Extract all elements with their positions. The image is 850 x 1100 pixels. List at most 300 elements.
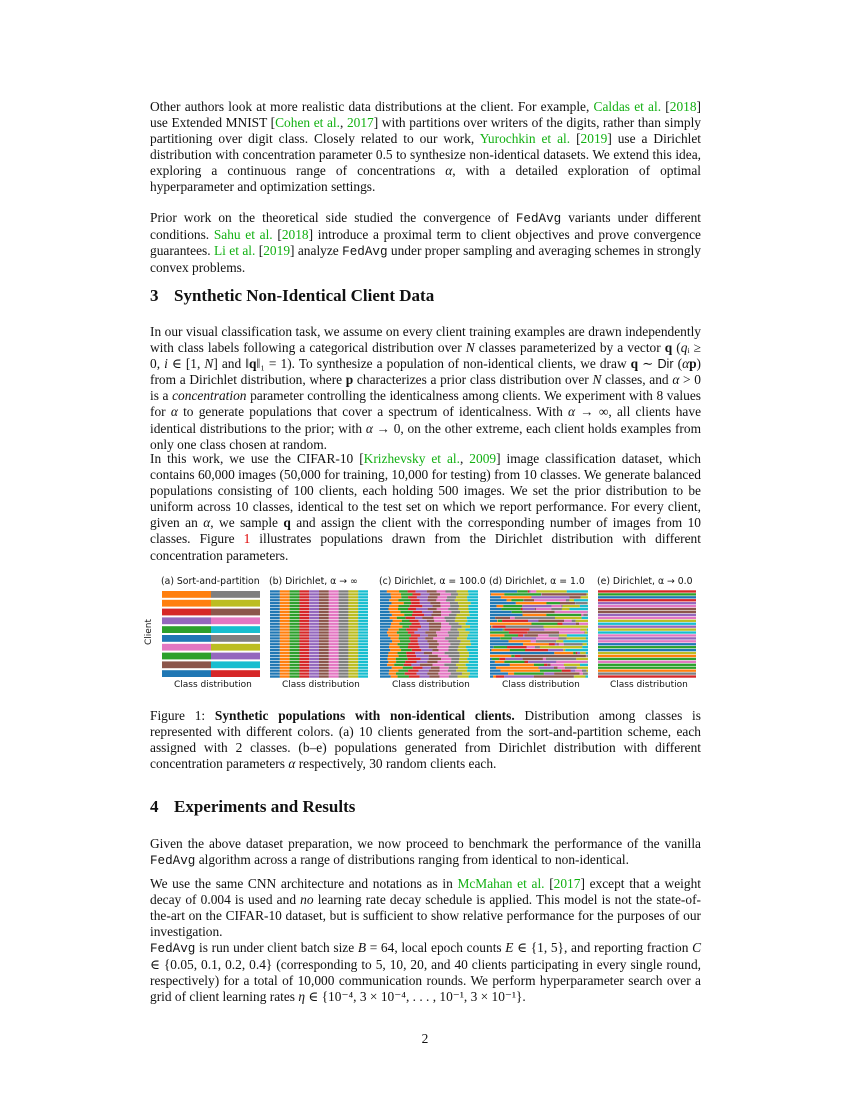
class-segment [299,649,309,651]
class-segment [280,611,290,613]
class-segment [527,646,535,648]
class-segment [339,675,349,677]
class-segment [280,602,290,604]
text: ] analyze [290,243,343,259]
class-segment [299,596,309,598]
class-segment [339,626,349,628]
class-segment [507,599,512,601]
class-segment [437,590,446,592]
class-segment [408,670,418,672]
class-segment [319,614,329,616]
class-segment [459,658,467,660]
class-segment [507,646,526,648]
citation-link[interactable]: 2018 [281,227,309,243]
class-segment [389,670,398,672]
class-segment [270,617,280,619]
text: variants under different conditions. [150,210,701,243]
code-text: FedAvg [150,854,196,869]
class-segment [348,608,358,610]
class-segment [467,670,478,672]
class-segment [598,661,696,663]
class-segment [543,658,546,660]
math-op: Dir [657,357,674,372]
text: We use the same CNN architecture and notations as in [150,876,458,891]
class-segment [438,661,452,663]
panel-title: (e) Dirichlet, α → 0.0 [597,576,693,587]
class-segment [348,599,358,601]
class-segment [559,631,584,633]
class-segment [380,623,391,625]
class-segment [451,626,462,628]
class-segment [469,611,478,613]
class-segment [290,626,300,628]
class-segment [299,667,309,669]
class-segment [415,652,424,654]
class-segment [468,667,478,669]
class-segment [339,617,349,619]
class-segment [469,608,478,610]
class-segment [162,626,211,633]
class-segment [585,631,588,633]
code-text: FedAvg [342,245,388,260]
class-segment [427,672,438,674]
class-segment [517,590,527,592]
class-segment [524,599,534,601]
class-segment [290,652,300,654]
class-segment [329,649,339,651]
math: α [682,356,690,372]
class-segment [319,670,329,672]
citation-link[interactable]: Cohen et al. [275,115,340,131]
class-segment [445,637,457,639]
code-text: FedAvg [150,942,196,956]
class-segment [459,661,469,663]
class-segment [417,672,428,674]
panel-xlabel: Class distribution [282,680,360,690]
class-segment [348,675,358,677]
class-segment [459,623,466,625]
class-segment [211,626,260,633]
class-segment [391,623,399,625]
class-segment [339,658,349,660]
class-segment [581,596,588,598]
class-segment [339,599,349,601]
class-segment [511,637,512,639]
class-segment [380,626,390,628]
panel-title: (b) Dirichlet, α → ∞ [269,576,358,587]
class-segment [430,602,440,604]
class-segment [270,675,280,677]
class-segment [348,664,358,666]
class-segment [490,649,491,651]
class-segment [397,617,406,619]
class-segment [542,593,587,595]
class-segment [339,670,349,672]
class-segment [358,649,368,651]
class-segment [309,617,319,619]
class-segment [398,599,410,601]
class-segment [493,675,496,677]
class-segment [399,590,408,592]
class-segment [319,596,329,598]
class-segment [211,644,260,651]
class-segment [438,649,448,651]
class-segment [416,655,429,657]
class-segment [339,602,349,604]
class-segment [521,608,523,610]
class-segment [528,590,530,592]
class-segment [339,664,349,666]
class-segment [501,596,532,598]
class-segment [572,620,576,622]
class-segment [358,631,368,633]
class-segment [532,596,570,598]
class-segment [490,658,492,660]
class-segment [575,602,587,604]
class-segment [339,590,349,592]
class-segment [427,590,437,592]
class-segment [523,634,525,636]
class-segment [348,652,358,654]
class-segment [401,649,412,651]
class-segment [339,652,349,654]
class-segment [398,670,408,672]
class-segment [388,634,399,636]
citation-link[interactable]: 2009 [469,451,497,466]
class-segment [270,670,280,672]
class-segment [420,675,430,677]
class-segment [399,637,409,639]
class-segment [358,667,368,669]
class-segment [329,631,339,633]
class-segment [534,599,566,601]
class-segment [329,620,339,622]
class-segment [309,631,319,633]
class-segment [270,620,280,622]
class-segment [490,623,532,625]
class-segment [586,670,588,672]
class-segment [451,661,459,663]
class-segment [319,652,329,654]
class-segment [504,634,518,636]
citation-link[interactable]: Caldas et al. [593,99,662,114]
class-segment [598,670,696,672]
class-segment [580,652,586,654]
paragraph-synthetic-data [150,324,701,453]
text: illustrates populations drawn from the Dirichlet distribution with different concentration parameters. [150,531,701,563]
math: α [568,404,576,420]
panel-plot [162,590,260,678]
class-segment [582,617,588,619]
class-segment [414,631,425,633]
class-segment [586,593,588,595]
class-segment [380,596,391,598]
class-segment [420,634,428,636]
class-segment [319,590,329,592]
citation-link[interactable]: 2018 [669,99,697,114]
class-segment [387,631,397,633]
class-segment [581,614,583,616]
class-segment [514,672,544,674]
class-segment [412,649,422,651]
class-segment [270,626,280,628]
class-segment [380,608,388,610]
class-segment [270,646,280,648]
class-segment [358,664,368,666]
class-segment [389,672,396,674]
class-segment [448,670,456,672]
class-segment [422,617,433,619]
class-segment [490,640,509,642]
citation-link[interactable]: Krizhevsky et al. [363,451,460,466]
class-segment [598,649,696,651]
class-segment [565,649,588,651]
class-segment [583,614,587,616]
class-segment [598,672,696,674]
class-segment [391,596,401,598]
class-segment [290,596,300,598]
class-segment [162,635,211,642]
class-segment [299,658,309,660]
class-segment [437,640,448,642]
class-segment [490,631,509,633]
class-segment [449,646,459,648]
class-segment [462,626,470,628]
class-segment [358,628,368,630]
class-segment [270,672,280,674]
class-segment [515,617,555,619]
class-segment [387,664,394,666]
class-segment [270,658,280,660]
class-segment [380,614,392,616]
class-segment [505,658,522,660]
citation-link[interactable]: Yurochkin et al. [479,131,571,147]
class-segment [564,664,580,666]
class-segment [467,596,478,598]
math: i [164,356,168,372]
class-segment [398,675,409,677]
class-segment [358,620,368,622]
class-segment [565,667,577,669]
class-segment [299,643,309,645]
class-segment [598,611,696,613]
figure-ref-link[interactable]: 1 [243,531,251,547]
class-segment [450,643,459,645]
class-segment [280,614,290,616]
class-segment [396,661,405,663]
class-segment [270,640,280,642]
class-segment [422,605,432,607]
text: ] use Extended MNIST [ [150,99,701,131]
class-segment [280,631,290,633]
class-segment [598,623,696,625]
class-segment [319,643,329,645]
citation-link[interactable]: 2019 [580,131,608,147]
class-segment [421,649,432,651]
class-segment [402,620,410,622]
class-segment [348,602,358,604]
class-segment [348,640,358,642]
class-segment [570,608,588,610]
citation-link[interactable]: 2019 [263,243,291,259]
class-segment [380,672,389,674]
class-segment [441,626,451,628]
class-segment [522,605,551,607]
math: N [465,340,475,356]
class-segment [598,652,696,654]
class-segment [319,608,329,610]
class-segment [405,661,416,663]
text: ‖₁ = 1). To synthesize a population of non-identical clients, we draw [256,356,631,372]
text: ( [673,356,683,372]
bold-text: p [689,356,697,372]
math: q [680,340,688,356]
class-segment [339,637,349,639]
citation-link[interactable]: Sahu et al. [213,227,273,243]
class-segment [348,658,358,660]
class-segment [440,670,448,672]
class-segment [531,590,537,592]
class-segment [499,658,505,660]
class-segment [309,670,319,672]
class-segment [329,667,339,669]
class-segment [329,602,339,604]
text: ] and ‖ [213,356,249,372]
class-segment [598,602,696,604]
class-segment [348,596,358,598]
class-segment [389,605,398,607]
class-segment [380,593,391,595]
class-segment [490,628,503,630]
class-segment [490,655,511,657]
class-segment [510,664,534,666]
class-segment [582,646,588,648]
class-segment [309,646,319,648]
text: , we sample [210,515,284,531]
class-segment [490,596,501,598]
class-segment [576,652,578,654]
class-segment [358,605,368,607]
class-segment [339,631,349,633]
math: C [692,940,701,955]
class-segment [459,643,470,645]
class-segment [469,593,478,595]
class-segment [329,675,339,677]
class-segment [496,605,503,607]
class-segment [280,596,290,598]
class-segment [280,649,290,651]
class-segment [319,605,329,607]
class-segment [290,675,300,677]
class-segment [470,614,478,616]
class-segment [319,646,329,648]
class-segment [490,652,554,654]
text: , with a detailed exploration of optimal hyperparameter and optimization settings. [150,163,701,195]
class-segment [437,608,448,610]
class-segment [380,670,389,672]
class-segment [309,661,319,663]
class-segment [396,672,405,674]
class-segment [524,599,525,601]
text: , [339,115,347,131]
class-segment [270,614,280,616]
class-segment [518,634,523,636]
class-segment [587,655,588,657]
citation-link[interactable]: McMahan et al. [457,876,545,891]
class-segment [387,590,399,592]
class-segment [494,646,507,648]
class-segment [380,620,393,622]
class-segment [538,667,539,669]
class-segment [358,623,368,625]
class-segment [431,667,440,669]
class-segment [309,628,319,630]
class-segment [319,634,329,636]
class-segment [575,670,582,672]
citation-link[interactable]: 2017 [553,876,581,891]
class-segment [434,620,446,622]
class-segment [523,643,549,645]
class-segment [451,593,458,595]
class-segment [380,649,390,651]
class-segment [465,628,478,630]
class-segment [392,620,401,622]
citation-link[interactable]: Li et al. [214,243,256,259]
class-segment [544,664,547,666]
text: ∼ [638,356,658,372]
class-segment [404,602,411,604]
class-segment [470,672,478,674]
class-segment [548,649,563,651]
class-segment [585,675,588,677]
class-segment [455,620,467,622]
class-segment [358,596,368,598]
class-segment [329,605,339,607]
class-segment [280,675,290,677]
class-segment [280,620,290,622]
class-segment [388,608,398,610]
class-segment [598,667,696,669]
class-segment [309,655,319,657]
class-segment [551,608,562,610]
class-segment [309,637,319,639]
class-segment [404,664,412,666]
text: > 0 is a [150,372,701,404]
class-segment [458,602,471,604]
class-segment [547,664,550,666]
class-segment [309,664,319,666]
citation-link[interactable]: 2017 [346,115,374,131]
class-segment [598,655,696,657]
class-segment [380,602,391,604]
class-segment [270,605,280,607]
class-segment [380,661,388,663]
class-segment [319,658,329,660]
class-segment [270,602,280,604]
class-segment [329,661,339,663]
class-segment [348,634,358,636]
class-segment [391,602,403,604]
class-segment [309,667,319,669]
class-segment [389,599,398,601]
class-segment [280,643,290,645]
class-segment [580,605,588,607]
bold-text: q [664,340,673,356]
math: α [365,420,373,436]
class-segment [496,667,538,669]
class-segment [358,637,368,639]
bold-text: q [248,356,257,372]
